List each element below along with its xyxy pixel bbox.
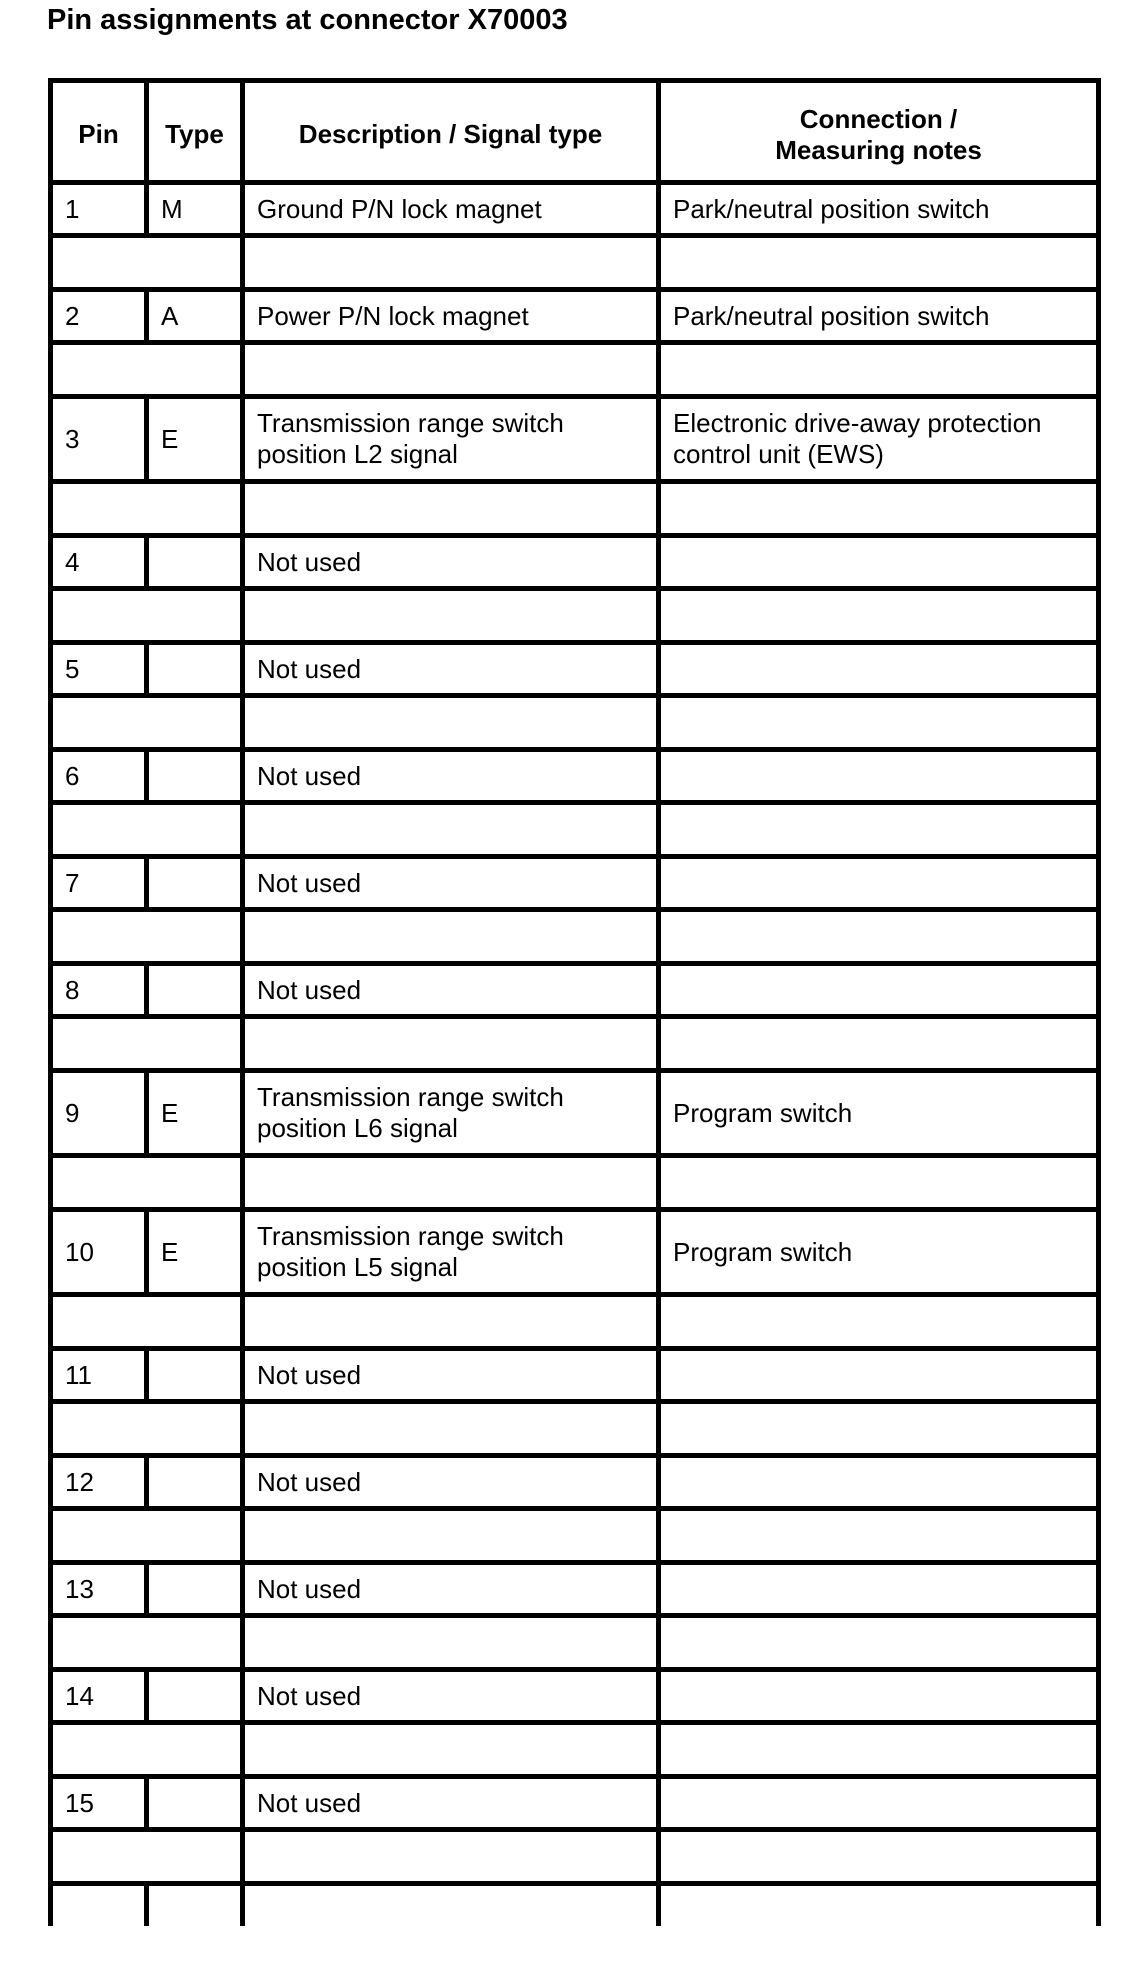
connection-cell	[659, 397, 1099, 482]
pin-assignment-table	[48, 78, 1101, 1926]
spacer-cell	[243, 1616, 659, 1670]
table-row	[51, 183, 1099, 236]
description-line1: Transmission range switch	[257, 1082, 564, 1112]
connection-cell	[659, 536, 1099, 589]
description-cell	[243, 183, 659, 236]
description-cell	[243, 750, 659, 803]
pin-cell: 15	[51, 1777, 147, 1830]
spacer-cell	[51, 343, 243, 397]
empty-cell	[147, 1884, 243, 1927]
spacer-row	[51, 1402, 1099, 1456]
pin-cell: 6	[51, 750, 147, 803]
spacer-row	[51, 1509, 1099, 1563]
spacer-cell	[659, 1616, 1099, 1670]
header-type: Type	[147, 81, 243, 183]
type-cell: E	[147, 1071, 243, 1156]
connection-cell	[659, 750, 1099, 803]
pin-cell: 14	[51, 1670, 147, 1723]
description-line1: Not used	[257, 760, 362, 791]
description-cell	[243, 964, 659, 1017]
table-row	[51, 536, 1099, 589]
spacer-cell	[51, 482, 243, 536]
pin-cell: 10	[51, 1210, 147, 1295]
description-line1: Not used	[257, 1680, 362, 1711]
spacer-cell	[243, 1830, 659, 1884]
table-row	[51, 1670, 1099, 1723]
spacer-cell	[243, 343, 659, 397]
description-line1: Transmission range switch	[257, 408, 564, 438]
spacer-cell	[659, 1723, 1099, 1777]
spacer-row	[51, 1017, 1099, 1071]
header-connection-line1: Connection /	[799, 103, 958, 134]
pin-cell: 4	[51, 536, 147, 589]
connection-cell	[659, 857, 1099, 910]
type-cell	[147, 1349, 243, 1402]
description-cell	[243, 643, 659, 696]
spacer-cell	[243, 236, 659, 290]
connection-cell	[659, 1563, 1099, 1616]
connection-line1: Park/neutral position switch	[673, 300, 990, 331]
spacer-cell	[659, 1017, 1099, 1071]
spacer-cell	[659, 589, 1099, 643]
connection-cell	[659, 1456, 1099, 1509]
description-line1: Not used	[257, 1787, 362, 1818]
table-row	[51, 1349, 1099, 1402]
type-cell: M	[147, 183, 243, 236]
description-cell	[243, 1777, 659, 1830]
pin-cell: 2	[51, 290, 147, 343]
spacer-cell	[243, 589, 659, 643]
type-cell	[147, 536, 243, 589]
spacer-cell	[659, 1295, 1099, 1349]
type-cell	[147, 964, 243, 1017]
connection-line1: Program switch	[673, 1236, 853, 1267]
spacer-cell	[659, 343, 1099, 397]
page-title: Pin assignments at connector X70003	[47, 4, 568, 36]
pin-cell: 11	[51, 1349, 147, 1402]
description-line1: Power P/N lock magnet	[257, 300, 529, 331]
table-row	[51, 643, 1099, 696]
spacer-row	[51, 803, 1099, 857]
spacer-cell	[659, 1402, 1099, 1456]
table-body	[51, 183, 1099, 1927]
pin-cell: 12	[51, 1456, 147, 1509]
description-line1: Not used	[257, 1466, 362, 1497]
spacer-cell	[51, 1509, 243, 1563]
description-cell	[243, 1563, 659, 1616]
pin-cell: 8	[51, 964, 147, 1017]
connection-cell	[659, 1777, 1099, 1830]
connection-cell	[659, 1670, 1099, 1723]
table-row-continued	[51, 1884, 1099, 1927]
table-row	[51, 1456, 1099, 1509]
pin-cell: 1	[51, 183, 147, 236]
connection-line2: control unit (EWS)	[673, 439, 884, 469]
type-cell: E	[147, 397, 243, 482]
type-cell	[147, 1777, 243, 1830]
spacer-cell	[51, 1402, 243, 1456]
type-cell: A	[147, 290, 243, 343]
description-line1: Not used	[257, 653, 362, 684]
table-row	[51, 397, 1099, 482]
connection-cell	[659, 290, 1099, 343]
table-header-row	[51, 81, 1099, 183]
connection-cell	[659, 643, 1099, 696]
type-cell	[147, 857, 243, 910]
type-cell	[147, 1563, 243, 1616]
spacer-cell	[659, 1509, 1099, 1563]
spacer-cell	[243, 1295, 659, 1349]
connection-line1: Park/neutral position switch	[673, 193, 990, 224]
spacer-row	[51, 343, 1099, 397]
spacer-cell	[243, 910, 659, 964]
spacer-cell	[51, 1295, 243, 1349]
spacer-cell	[243, 1723, 659, 1777]
description-line1: Transmission range switch	[257, 1221, 564, 1251]
description-line1: Ground P/N lock magnet	[257, 193, 542, 224]
spacer-cell	[659, 482, 1099, 536]
spacer-cell	[243, 696, 659, 750]
connection-cell	[659, 1349, 1099, 1402]
pin-cell: 5	[51, 643, 147, 696]
spacer-cell	[659, 910, 1099, 964]
empty-cell	[243, 1884, 659, 1927]
header-description: Description / Signal type	[243, 81, 659, 183]
description-cell	[243, 1210, 659, 1295]
header-connection-line2: Measuring notes	[775, 134, 982, 165]
spacer-cell	[51, 1156, 243, 1210]
spacer-cell	[659, 696, 1099, 750]
spacer-row	[51, 236, 1099, 290]
pin-cell: 9	[51, 1071, 147, 1156]
connection-line1: Electronic drive-away protection	[673, 408, 1042, 438]
spacer-cell	[659, 1830, 1099, 1884]
connection-cell	[659, 964, 1099, 1017]
table-row	[51, 857, 1099, 910]
connection-cell	[659, 1210, 1099, 1295]
type-cell	[147, 1670, 243, 1723]
description-cell	[243, 536, 659, 589]
pin-cell: 7	[51, 857, 147, 910]
connection-cell	[659, 183, 1099, 236]
table-row	[51, 750, 1099, 803]
table-row	[51, 1210, 1099, 1295]
spacer-cell	[51, 1017, 243, 1071]
spacer-row	[51, 1616, 1099, 1670]
description-line2: position L6 signal	[257, 1113, 458, 1143]
description-cell	[243, 1456, 659, 1509]
spacer-row	[51, 1830, 1099, 1884]
description-line2: position L2 signal	[257, 439, 458, 469]
table-row	[51, 1563, 1099, 1616]
spacer-cell	[51, 236, 243, 290]
description-line1: Not used	[257, 1573, 362, 1604]
spacer-cell	[243, 1017, 659, 1071]
description-line1: Not used	[257, 1359, 362, 1390]
description-line1: Not used	[257, 546, 362, 577]
pin-cell: 13	[51, 1563, 147, 1616]
spacer-cell	[51, 803, 243, 857]
spacer-cell	[659, 1156, 1099, 1210]
spacer-cell	[243, 1402, 659, 1456]
spacer-cell	[51, 1616, 243, 1670]
empty-cell	[51, 1884, 147, 1927]
description-line1: Not used	[257, 974, 362, 1005]
spacer-row	[51, 696, 1099, 750]
table-row	[51, 964, 1099, 1017]
spacer-cell	[51, 589, 243, 643]
spacer-row	[51, 589, 1099, 643]
spacer-cell	[659, 236, 1099, 290]
type-cell: E	[147, 1210, 243, 1295]
spacer-cell	[51, 1723, 243, 1777]
table-row	[51, 290, 1099, 343]
header-pin: Pin	[51, 81, 147, 183]
spacer-cell	[243, 482, 659, 536]
spacer-cell	[51, 1830, 243, 1884]
spacer-row	[51, 910, 1099, 964]
header-connection	[659, 81, 1099, 183]
type-cell	[147, 1456, 243, 1509]
spacer-row	[51, 1295, 1099, 1349]
empty-cell	[659, 1884, 1099, 1927]
table-row	[51, 1071, 1099, 1156]
pin-cell: 3	[51, 397, 147, 482]
description-cell	[243, 1349, 659, 1402]
description-cell	[243, 397, 659, 482]
spacer-row	[51, 482, 1099, 536]
description-line1: Not used	[257, 867, 362, 898]
table-row	[51, 1777, 1099, 1830]
spacer-cell	[51, 910, 243, 964]
spacer-row	[51, 1723, 1099, 1777]
description-cell	[243, 290, 659, 343]
spacer-cell	[51, 696, 243, 750]
spacer-cell	[243, 1156, 659, 1210]
description-cell	[243, 1071, 659, 1156]
description-cell	[243, 857, 659, 910]
description-cell	[243, 1670, 659, 1723]
spacer-cell	[243, 803, 659, 857]
spacer-cell	[659, 803, 1099, 857]
type-cell	[147, 643, 243, 696]
spacer-row	[51, 1156, 1099, 1210]
type-cell	[147, 750, 243, 803]
spacer-cell	[243, 1509, 659, 1563]
description-line2: position L5 signal	[257, 1252, 458, 1282]
connection-cell	[659, 1071, 1099, 1156]
connection-line1: Program switch	[673, 1097, 853, 1128]
